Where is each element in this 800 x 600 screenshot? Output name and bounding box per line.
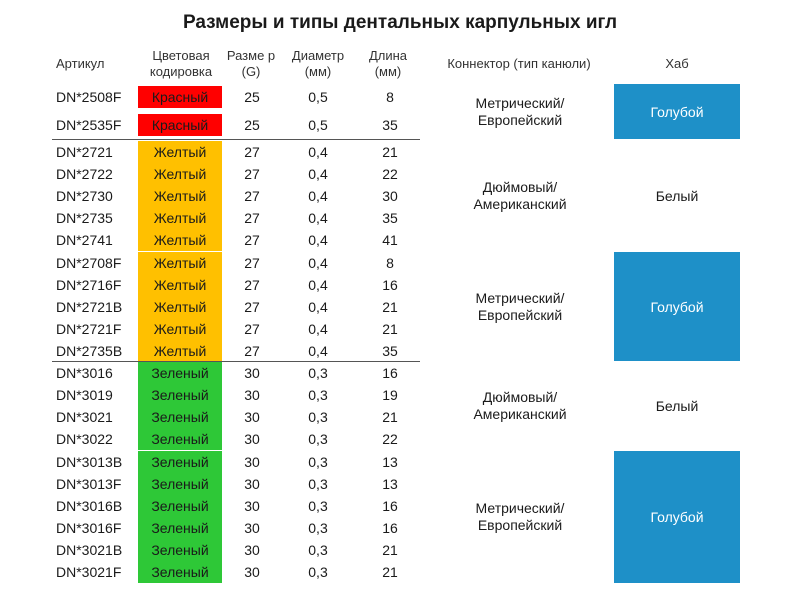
separator-red-yellow bbox=[52, 139, 420, 140]
hub-blue-block: Голубой bbox=[614, 451, 740, 583]
article-cell: DN*2721F bbox=[56, 321, 122, 337]
header-article: Артикул bbox=[56, 56, 105, 71]
length-cell: 16 bbox=[382, 498, 398, 514]
color-cell: Красный bbox=[138, 86, 222, 108]
diameter-cell: 0,3 bbox=[308, 431, 328, 447]
table-row bbox=[0, 406, 430, 428]
diameter-cell: 0,4 bbox=[308, 232, 328, 248]
article-cell: DN*3013B bbox=[56, 454, 123, 470]
diameter-cell: 0,3 bbox=[308, 387, 328, 403]
color-cell: Зеленый bbox=[138, 428, 222, 450]
article-cell: DN*2722 bbox=[56, 166, 113, 182]
table-row bbox=[0, 539, 430, 561]
article-cell: DN*3016F bbox=[56, 520, 122, 536]
size-cell: 27 bbox=[244, 166, 260, 182]
size-cell: 30 bbox=[244, 542, 260, 558]
article-cell: DN*3016 bbox=[56, 365, 113, 381]
color-cell: Желтый bbox=[138, 185, 222, 207]
color-cell: Зеленый bbox=[138, 517, 222, 539]
size-cell: 27 bbox=[244, 255, 260, 271]
length-cell: 19 bbox=[382, 387, 398, 403]
diameter-cell: 0,3 bbox=[308, 476, 328, 492]
diameter-cell: 0,3 bbox=[308, 498, 328, 514]
table-row bbox=[0, 163, 430, 185]
header-size: Разме р (G) bbox=[226, 48, 276, 79]
color-cell: Зеленый bbox=[138, 539, 222, 561]
diameter-cell: 0,4 bbox=[308, 188, 328, 204]
size-cell: 30 bbox=[244, 409, 260, 425]
color-cell: Зеленый bbox=[138, 406, 222, 428]
hub-white-block: Белый bbox=[655, 398, 699, 414]
color-cell: Желтый bbox=[138, 163, 222, 185]
header-hub: Хаб bbox=[665, 56, 689, 71]
article-cell: DN*3013F bbox=[56, 476, 122, 492]
length-cell: 21 bbox=[382, 299, 398, 315]
color-cell: Желтый bbox=[138, 207, 222, 229]
page-title: Размеры и типы дентальных карпульных игл bbox=[182, 12, 618, 33]
table-row bbox=[0, 495, 430, 517]
color-cell: Зеленый bbox=[138, 495, 222, 517]
table-row bbox=[0, 473, 430, 495]
size-cell: 27 bbox=[244, 188, 260, 204]
article-cell: DN*3021 bbox=[56, 409, 113, 425]
size-cell: 27 bbox=[244, 343, 260, 359]
length-cell: 21 bbox=[382, 144, 398, 160]
color-cell: Зеленый bbox=[138, 384, 222, 406]
connector-group: Метрический/ Европейский bbox=[475, 94, 565, 128]
color-cell: Желтый bbox=[138, 274, 222, 296]
color-cell: Зеленый bbox=[138, 451, 222, 473]
table-row bbox=[0, 428, 430, 450]
length-cell: 35 bbox=[382, 117, 398, 133]
hub-blue-block: Голубой bbox=[614, 252, 740, 361]
color-cell: Зеленый bbox=[138, 473, 222, 495]
connector-group: Дюймовый/ Американский bbox=[473, 178, 567, 212]
color-cell: Зеленый bbox=[138, 362, 222, 384]
length-cell: 41 bbox=[382, 232, 398, 248]
diameter-cell: 0,4 bbox=[308, 144, 328, 160]
size-cell: 30 bbox=[244, 387, 260, 403]
color-cell: Желтый bbox=[138, 340, 222, 362]
diameter-cell: 0,4 bbox=[308, 277, 328, 293]
table-row bbox=[0, 86, 430, 108]
size-cell: 27 bbox=[244, 232, 260, 248]
size-cell: 30 bbox=[244, 476, 260, 492]
table-row bbox=[0, 141, 430, 163]
length-cell: 13 bbox=[382, 476, 398, 492]
size-cell: 25 bbox=[244, 89, 260, 105]
article-cell: DN*2735 bbox=[56, 210, 113, 226]
article-cell: DN*3021B bbox=[56, 542, 123, 558]
article-cell: DN*3019 bbox=[56, 387, 113, 403]
size-cell: 30 bbox=[244, 454, 260, 470]
article-cell: DN*2535F bbox=[56, 117, 122, 133]
length-cell: 22 bbox=[382, 431, 398, 447]
diameter-cell: 0,5 bbox=[308, 117, 328, 133]
diameter-cell: 0,3 bbox=[308, 520, 328, 536]
table-row bbox=[0, 384, 430, 406]
table-row bbox=[0, 340, 430, 362]
diameter-cell: 0,3 bbox=[308, 542, 328, 558]
size-cell: 30 bbox=[244, 365, 260, 381]
color-cell: Желтый bbox=[138, 229, 222, 251]
diameter-cell: 0,4 bbox=[308, 321, 328, 337]
article-cell: DN*2735B bbox=[56, 343, 123, 359]
color-cell: Желтый bbox=[138, 141, 222, 163]
article-cell: DN*2730 bbox=[56, 188, 113, 204]
length-cell: 30 bbox=[382, 188, 398, 204]
size-cell: 25 bbox=[244, 117, 260, 133]
length-cell: 21 bbox=[382, 564, 398, 580]
diameter-cell: 0,4 bbox=[308, 299, 328, 315]
length-cell: 8 bbox=[386, 89, 394, 105]
diameter-cell: 0,4 bbox=[308, 166, 328, 182]
connector-group: Метрический/ Европейский bbox=[475, 500, 565, 533]
table-row bbox=[0, 362, 430, 384]
table-row bbox=[0, 252, 430, 274]
length-cell: 21 bbox=[382, 542, 398, 558]
size-cell: 27 bbox=[244, 321, 260, 337]
table-row bbox=[0, 561, 430, 583]
separator-yellow-green bbox=[52, 361, 420, 362]
table-row bbox=[0, 296, 430, 318]
table-row bbox=[0, 274, 430, 296]
article-cell: DN*3022 bbox=[56, 431, 113, 447]
length-cell: 21 bbox=[382, 409, 398, 425]
diameter-cell: 0,3 bbox=[308, 409, 328, 425]
diameter-cell: 0,3 bbox=[308, 365, 328, 381]
table-row bbox=[0, 451, 430, 473]
table-row bbox=[0, 229, 430, 251]
length-cell: 16 bbox=[382, 365, 398, 381]
length-cell: 13 bbox=[382, 454, 398, 470]
article-cell: DN*3016B bbox=[56, 498, 123, 514]
size-cell: 27 bbox=[244, 299, 260, 315]
length-cell: 35 bbox=[382, 343, 398, 359]
color-cell: Желтый bbox=[138, 296, 222, 318]
length-cell: 16 bbox=[382, 520, 398, 536]
article-cell: DN*2708F bbox=[56, 255, 122, 271]
length-cell: 8 bbox=[386, 255, 394, 271]
color-cell: Красный bbox=[138, 114, 222, 136]
color-cell: Желтый bbox=[138, 318, 222, 340]
header-connector: Коннектор (тип канюли) bbox=[447, 56, 591, 71]
size-cell: 30 bbox=[244, 431, 260, 447]
article-cell: DN*2741 bbox=[56, 232, 113, 248]
header-length: Длина (мм) bbox=[368, 48, 408, 79]
connector-group: Дюймовый/ Американский bbox=[473, 389, 567, 422]
diameter-cell: 0,4 bbox=[308, 343, 328, 359]
color-cell: Зеленый bbox=[138, 561, 222, 583]
color-cell: Желтый bbox=[138, 252, 222, 274]
size-cell: 27 bbox=[244, 210, 260, 226]
length-cell: 16 bbox=[382, 277, 398, 293]
article-cell: DN*2716F bbox=[56, 277, 122, 293]
table-row bbox=[0, 114, 430, 136]
diameter-cell: 0,5 bbox=[308, 89, 328, 105]
table-row bbox=[0, 207, 430, 229]
size-cell: 27 bbox=[244, 277, 260, 293]
table-row bbox=[0, 185, 430, 207]
diameter-cell: 0,4 bbox=[308, 255, 328, 271]
size-cell: 30 bbox=[244, 498, 260, 514]
diameter-cell: 0,3 bbox=[308, 564, 328, 580]
table-row bbox=[0, 517, 430, 539]
size-cell: 30 bbox=[244, 520, 260, 536]
diameter-cell: 0,3 bbox=[308, 454, 328, 470]
size-cell: 30 bbox=[244, 564, 260, 580]
table-row bbox=[0, 318, 430, 340]
article-cell: DN*3021F bbox=[56, 564, 122, 580]
hub-white-block: Белый bbox=[655, 187, 699, 204]
length-cell: 35 bbox=[382, 210, 398, 226]
connector-group: Метрический/ Европейский bbox=[475, 289, 565, 323]
size-cell: 27 bbox=[244, 144, 260, 160]
article-cell: DN*2721 bbox=[56, 144, 113, 160]
article-cell: DN*2721B bbox=[56, 299, 123, 315]
article-cell: DN*2508F bbox=[56, 89, 122, 105]
diameter-cell: 0,4 bbox=[308, 210, 328, 226]
header-diameter: Диаметр (мм) bbox=[291, 48, 345, 79]
hub-blue-block: Голубой bbox=[614, 84, 740, 139]
length-cell: 22 bbox=[382, 166, 398, 182]
header-color-coding: Цветовая кодировка bbox=[149, 48, 213, 79]
length-cell: 21 bbox=[382, 321, 398, 337]
